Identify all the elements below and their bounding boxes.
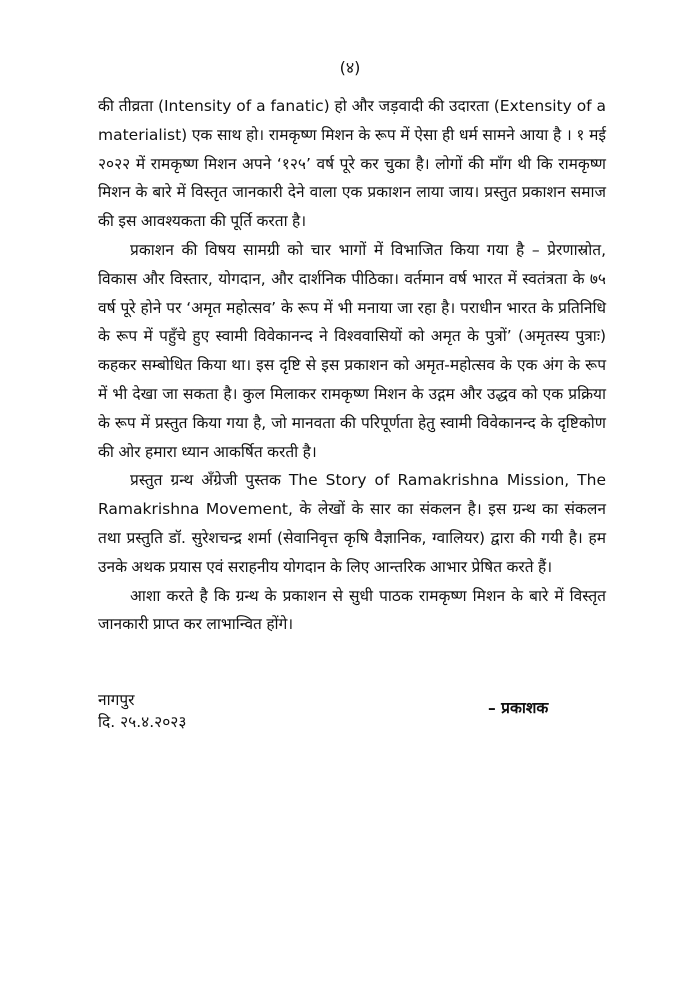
page-number: (४) — [339, 58, 361, 77]
paragraph-source-acknowledgement: प्रस्तुत ग्रन्थ अँग्रेजी पुस्तक The Story of Ramakrishna Mission, The Ramakrishna Movement, के लेखों के सार का संकलन है। इस ग्रन्थ का संकलन तथा प्रस्तुति डॉ. सुरेशचन्द्र शर्मा (सेवानिवृत्त कृषि वैज्ञानिक, ग्वालियर) द्वारा की गयी है। हम उनके अथक प्रयास एवं सराहनीय योगदान के लिए आन्तरिक आभार प्रेषित करते हैं। — [98, 471, 606, 576]
paragraph-intro-continuation: की तीव्रता (Intensity of a fanatic) हो और जड़वादी की उदारता (Extensity of a materialist) एक साथ हो। रामकृष्ण मिशन के रूप में ऐसा ही धर्म सामने आया है । १ मई २०२२ में रामकृष्ण मिशन अपने ‘१२५’ वर्ष पूरे कर चुका है। लोगों की माँग थी कि रामकृष्ण मिशन के बारे में विस्तृत जानकारी देने वाला एक प्रकाशन लाया जाय। प्रस्तुत प्रकाशन समाज की इस आवश्यकता की पूर्ति करता है। — [98, 97, 606, 231]
paragraph-content-division: प्रकाशन की विषय सामग्री को चार भागों में विभाजित किया गया है – प्रेरणास्रोत, विकास और विस्तार, योगदान, और दार्शनिक पीठिका। वर्तमान वर्ष भारत में स्वतंत्रता के ७५ वर्ष पूरे होने पर ‘अमृत महोत्सव’ के रूप में भी मनाया जा रहा है। पराधीन भारत के प्रतिनिधि के रूप में पहुँचे हुए स्वामी विवेकानन्द ने विश्ववासियों को अमृत के पुत्रों’ (अमृतस्य पुत्राः) कहकर सम्बोधित किया था। इस दृष्टि से इस प्रकाशन को अमृत-महोत्सव के एक अंग के रूप में भी देखा जा सकता है। कुल मिलाकर रामकृष्ण मिशन के उद्गम और उद्धव को एक प्रक्रिया के रूप में प्रस्तुत किया गया है, जो मानवता की परिपूर्णता हेतु स्वामी विवेकानन्द के दृष्टिकोण की ओर हमारा ध्यान आकर्षित करती है। — [98, 240, 606, 461]
place-of-publication: नागपुर — [98, 691, 135, 709]
publication-date: दि. २५.४.२०२३ — [98, 713, 187, 731]
publisher-signature: – प्रकाशक — [488, 699, 549, 717]
paragraph-closing-hope: आशा करते है कि ग्रन्थ के प्रकाशन से सुधी पाठक रामकृष्ण मिशन के बारे में विस्तृत जानकारी प्राप्त कर लाभान्वित होंगे। — [98, 586, 606, 634]
document-body — [98, 92, 606, 639]
